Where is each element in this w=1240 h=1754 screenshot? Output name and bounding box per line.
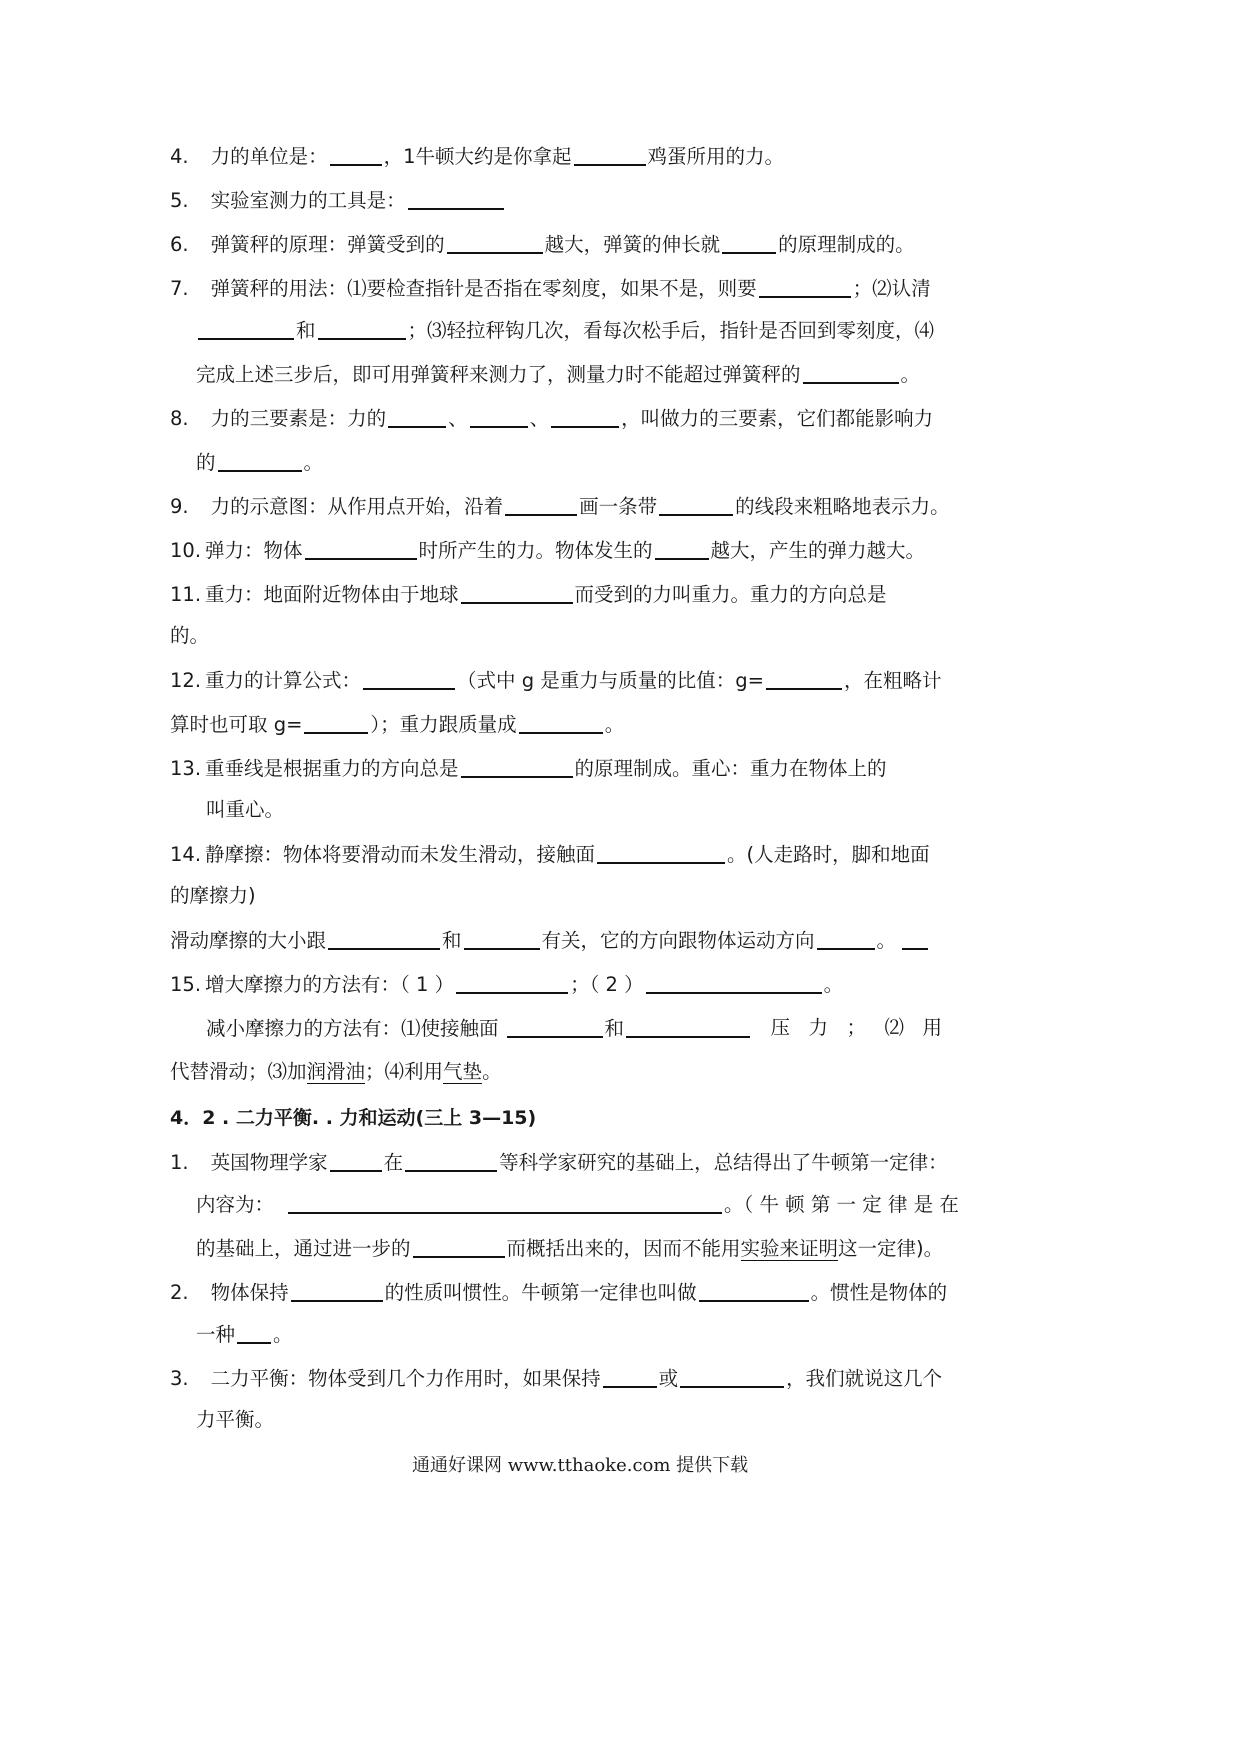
item-15-line2: 减小摩擦力的方法有：⑴使接触面 和 压 力 ； ⑵ 用 [206,1016,942,1040]
blank[interactable] [456,970,568,994]
blank[interactable] [759,274,851,298]
blank[interactable] [318,316,406,340]
blank[interactable] [507,1014,603,1038]
blank[interactable] [405,1148,497,1172]
item-5: 5. 实验室测力的工具是： [170,186,506,215]
blank[interactable] [817,926,875,950]
blank[interactable] [388,404,446,428]
item-14-line1: 14. 静摩擦：物体将要滑动而未发生滑动，接触面 。(人走路时，脚和地面 [170,840,930,869]
blank[interactable] [603,1364,657,1388]
blank[interactable] [655,536,709,560]
item-14-line2: 的摩擦力) [170,884,256,907]
part2-item-3-line2: 力平衡。 [196,1408,275,1431]
blank[interactable] [626,1014,750,1038]
item-8-line2: 的 。 [196,448,323,477]
blank[interactable] [447,230,543,254]
section-title: 4．2 . 二力平衡. . 力和运动(三上 3—15) [170,1107,537,1129]
blank[interactable] [330,1148,382,1172]
item-12-line1: 12. 重力的计算公式： （式中 g 是重力与质量的比值：g= ，在粗略计 [170,666,942,695]
item-10: 10. 弹力：物体 时所产生的力。物体发生的 越大，产生的弹力越大。 [170,536,925,565]
item-15-line1: 15. 增大摩擦力的方法有：（ 1 ） ；（ 2 ） 。 [170,970,843,999]
blank[interactable] [519,710,603,734]
blank[interactable] [699,1278,809,1302]
item-8-line1: 8. 力的三要素是：力的 、 、 ，叫做力的三要素，它们都能影响力 [170,404,933,433]
blank[interactable] [461,580,573,604]
part2-item-1-line3: 的基础上，通过进一步的 而概括出来的，因而不能用实验来证明这一定律)。 [196,1234,943,1263]
blank[interactable] [363,666,455,690]
item-11-line1: 11. 重力：地面附近物体由于地球 而受到的力叫重力。重力的方向总是 [170,580,887,609]
blank[interactable] [659,492,733,516]
item-7-line1: 7. 弹簧秤的用法：⑴要检查指针是否指在零刻度，如果不是，则要 ；⑵认清 [170,274,931,303]
item-4: 4. 力的单位是： ，1牛顿大约是你拿起 鸡蛋所用的力。 [170,142,784,171]
part2-item-2-line2: 一种 。 [196,1320,293,1349]
part2-item-1-line1: 1. 英国物理学家 在 等科学家研究的基础上，总结得出了牛顿第一定律： [170,1148,948,1177]
blank[interactable] [646,970,822,994]
part2-item-1-line2: 内容为： 。（ 牛 顿 第 一 定 律 是 在 [196,1190,959,1219]
blank[interactable] [803,360,899,384]
part2-item-2-line1: 2. 物体保持 的性质叫惯性。牛顿第一定律也叫做 。惯性是物体的 [170,1278,947,1307]
blank[interactable] [291,1278,383,1302]
blank[interactable] [218,448,302,472]
blank[interactable] [766,666,842,690]
blank[interactable] [464,926,540,950]
item-7-line2: 和 ；⑶轻拉秤钩几次，看每次松手后，指针是否回到零刻度，⑷ [196,316,934,345]
blank[interactable] [902,926,928,950]
blank[interactable] [328,926,440,950]
blank[interactable] [198,316,294,340]
blank[interactable] [461,754,573,778]
item-15-line3: 代替滑动；⑶加润滑油；⑷利用气垫。 [170,1060,502,1083]
item-9: 9. 力的示意图：从作用点开始，沿着 画一条带 的线段来粗略地表示力。 [170,492,950,521]
blank[interactable] [597,840,725,864]
blank[interactable] [305,536,417,560]
part2-item-3-line1: 3. 二力平衡：物体受到几个力作用时，如果保持 或 ，我们就说这几个 [170,1364,942,1393]
item-12-line2: 算时也可取 g= ）；重力跟质量成 。 [170,710,624,739]
sliding-friction-line: 滑动摩擦的大小跟 和 有关，它的方向跟物体运动方向 。 [170,926,930,955]
item-13-line1: 13. 重垂线是根据重力的方向总是 的原理制成。重心：重力在物体上的 [170,754,887,783]
item-11-line2: 的。 [170,624,210,647]
blank[interactable] [574,142,646,166]
blank[interactable] [304,710,368,734]
blank[interactable] [408,186,504,210]
item-6: 6. 弹簧秤的原理：弹簧受到的 越大，弹簧的伸长就 的原理制成的。 [170,230,915,259]
footer-text: 通通好课网 www.tthaoke.com 提供下载 [412,1455,749,1476]
blank[interactable] [288,1190,722,1214]
blank[interactable] [330,142,382,166]
blank[interactable] [551,404,619,428]
item-13-line2: 叫重心。 [206,798,285,821]
item-7-line3: 完成上述三步后，即可用弹簧秤来测力了，测量力时不能超过弹簧秤的 。 [196,360,920,389]
blank[interactable] [413,1234,505,1258]
blank[interactable] [470,404,528,428]
blank[interactable] [505,492,577,516]
blank[interactable] [680,1364,784,1388]
blank[interactable] [722,230,776,254]
blank[interactable] [237,1320,271,1344]
